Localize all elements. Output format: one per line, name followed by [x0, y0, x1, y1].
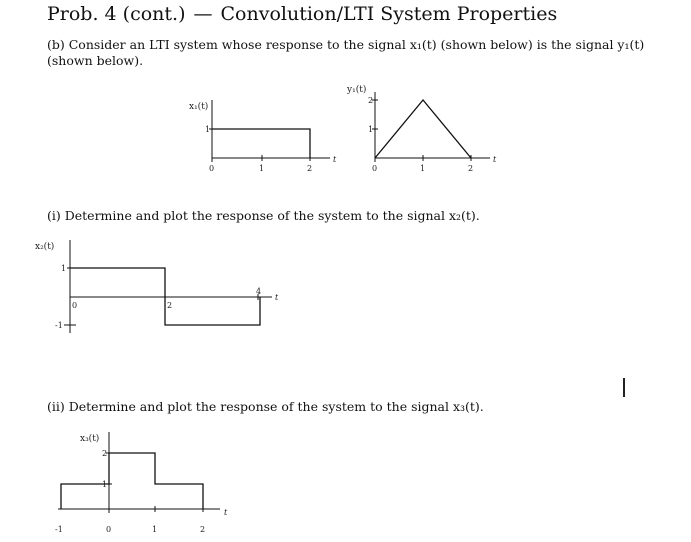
part-ii-text: (ii) Determine and plot the response of the system to the signal x₃(t).	[47, 399, 484, 414]
x1-xtick-label-2: 2	[307, 164, 313, 173]
x3-xtick-label-neg1: -1	[55, 525, 63, 534]
x3-xlabel: t	[224, 508, 228, 517]
x2-ylabel: x₂(t)	[35, 242, 55, 252]
y1-xtick-label-2: 2	[468, 164, 474, 173]
y1-xtick-label-1: 1	[420, 164, 426, 173]
title-dash: —	[193, 3, 213, 25]
x3-xtick-label-2: 2	[200, 525, 206, 534]
problem-number: Prob. 4 (cont.)	[47, 3, 186, 25]
x2-xtick-label-2: 2	[167, 301, 173, 310]
y1-xlabel: t	[493, 155, 497, 164]
problem-topic: Convolution/LTI System Properties	[220, 3, 558, 25]
x3-ylabel: x₃(t)	[80, 434, 100, 444]
plot-y1	[346, 84, 497, 173]
x1-xtick-label-0: 0	[209, 164, 215, 173]
x2-xlabel: t	[275, 293, 279, 302]
x1-signal	[212, 129, 310, 158]
part-i-text: (i) Determine and plot the response of the system to the signal x₂(t).	[47, 208, 480, 223]
x1-xtick-label-1: 1	[259, 164, 265, 173]
x3-ytick-label-1: 1	[102, 480, 108, 489]
x1-xlabel: t	[333, 155, 337, 164]
x2-xtick-label-4: 4	[256, 287, 262, 296]
y1-signal	[375, 100, 471, 158]
y1-xtick-label-0: 0	[372, 164, 378, 173]
x1-ylabel: x₁(t)	[189, 102, 209, 112]
x2-ytick-label-neg1: -1	[55, 321, 63, 330]
y1-ytick-label-1: 1	[368, 125, 374, 134]
x2-xtick-label-0: 0	[72, 301, 78, 310]
plot-x1	[189, 100, 337, 173]
x3-xtick-label-1: 1	[152, 525, 158, 534]
plot-x3	[55, 432, 228, 534]
plot-x2	[35, 240, 279, 333]
x2-ytick-label-1: 1	[61, 264, 67, 273]
part-b-text: (b) Consider an LTI system whose response to the signal x₁(t) (shown below) is the signal y₁(t) (shown below).	[47, 37, 645, 68]
x3-ytick-label-2: 2	[102, 449, 108, 458]
x3-xtick-label-0: 0	[106, 525, 112, 534]
x3-signal	[61, 453, 203, 509]
x1-ytick-label-1: 1	[205, 125, 211, 134]
y1-ylabel: y₁(t)	[347, 85, 367, 95]
y1-ytick-label-2: 2	[368, 96, 374, 105]
